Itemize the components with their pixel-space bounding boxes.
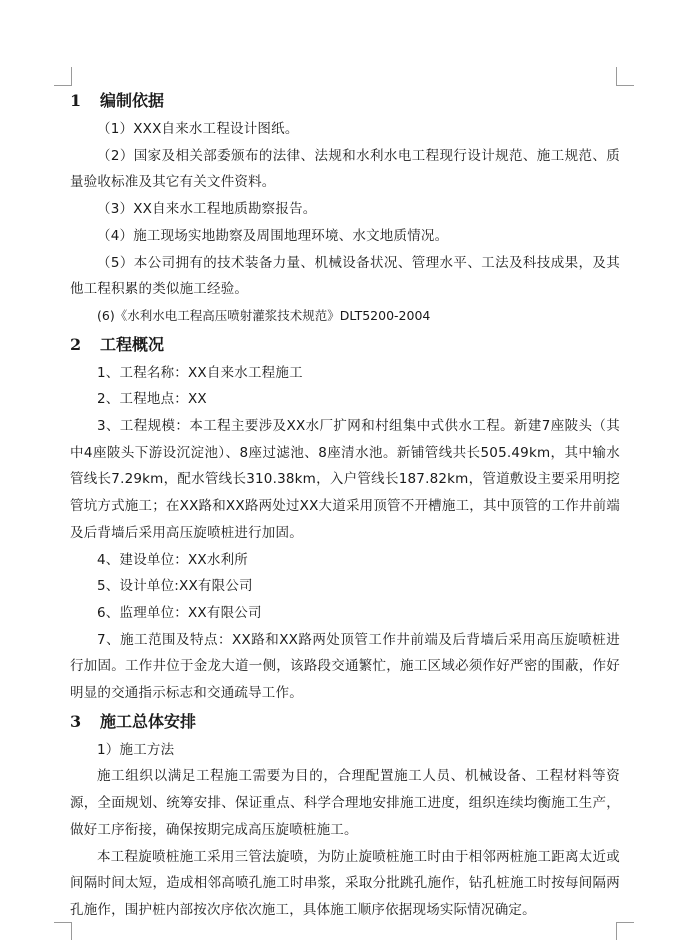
crop-mark-top-left-v (71, 67, 72, 85)
paragraph: 7、施工范围及特点：XX路和XX路两处顶管工作井前端及后背墙后采用高压旋喷桩进行加固。工作井位于金龙大道一侧，该路段交通繁忙，施工区域必须作好严密的围蔽，作好明显的交通指示标志和交通疏导工作。 (70, 631, 620, 702)
paragraph: (6)《水利水电工程高压喷射灌浆技术规范》DLT5200-2004 (97, 307, 431, 323)
section-title: 编制依据 (100, 91, 165, 110)
paragraph: （5）本公司拥有的技术装备力量、机械设备状况、管理水平、工法及科技成果，及其他工程积累的类似施工经验。 (70, 254, 620, 298)
paragraph: 3、工程规模：本工程主要涉及XX水厂扩网和村组集中式供水工程。新建7座陂头（其中4座陂头下游设沉淀池）、8座过滤池、8座清水池。新铺管线共长505.49km，其中输水管线长7.29km，配水管线长310.38km，入户管线长187.82km，管道敷设主要采用明挖管坑方式施工；在XX路和XX路两处过XX大道采用顶管不开槽施工，其中顶管的工作井前端及后背墙后采用高压旋喷桩进行加固。 (70, 418, 620, 541)
paragraph: 1）施工方法 (97, 741, 175, 758)
paragraph: 5、设计单位:XX有限公司 (97, 578, 253, 595)
paragraph: 施工组织以满足工程施工需要为目的，合理配置施工人员、机械设备、工程材料等资源，全面规划、统筹安排、保证重点、科学合理地安排施工进度，组织连续均衡施工生产，做好工序衔接，确保按期完成高压旋喷桩施工。 (70, 768, 620, 838)
crop-mark-top-right-v (616, 67, 617, 85)
paragraph: 1、工程名称：XX自来水工程施工 (97, 364, 303, 381)
crop-mark-bottom-right-v (616, 922, 617, 940)
paragraph: 6、监理单位：XX有限公司 (97, 604, 262, 621)
section-number: 1 (70, 91, 82, 110)
section-heading-1 (70, 86, 620, 116)
paragraph: （3）XX自来水工程地质勘察报告。 (97, 201, 317, 218)
document-body (70, 86, 620, 924)
paragraph: 本工程旋喷桩施工采用三管法旋喷，为防止旋喷桩施工时由于相邻两桩施工距离太近或间隔时间太短，造成相邻高喷孔施工时串浆，采取分批跳孔施作，钻孔桩施工时按每间隔两孔施作，围护桩内部按次序依次施工，具体施工顺序依据现场实际情况确定。 (70, 848, 620, 918)
section-title: 施工总体安排 (100, 711, 197, 731)
section-title: 工程概况 (100, 334, 165, 354)
paragraph: 2、工程地点：XX (97, 391, 207, 408)
section-number: 3 (70, 711, 82, 731)
paragraph: （4）施工现场实地勘察及周围地理环境、水文地质情况。 (97, 227, 449, 244)
section-number: 2 (70, 334, 82, 354)
section-heading-2 (70, 330, 620, 360)
section-heading-3 (70, 707, 620, 737)
paragraph: （2）国家及相关部委颁布的法律、法规和水利水电工程现行设计规范、施工规范、质量验收标准及其它有关文件资料。 (70, 147, 620, 191)
crop-mark-bottom-left-v (71, 922, 72, 940)
paragraph: （1）XXX自来水工程设计图纸。 (97, 121, 299, 137)
paragraph: 4、建设单位：XX水利所 (97, 551, 248, 568)
